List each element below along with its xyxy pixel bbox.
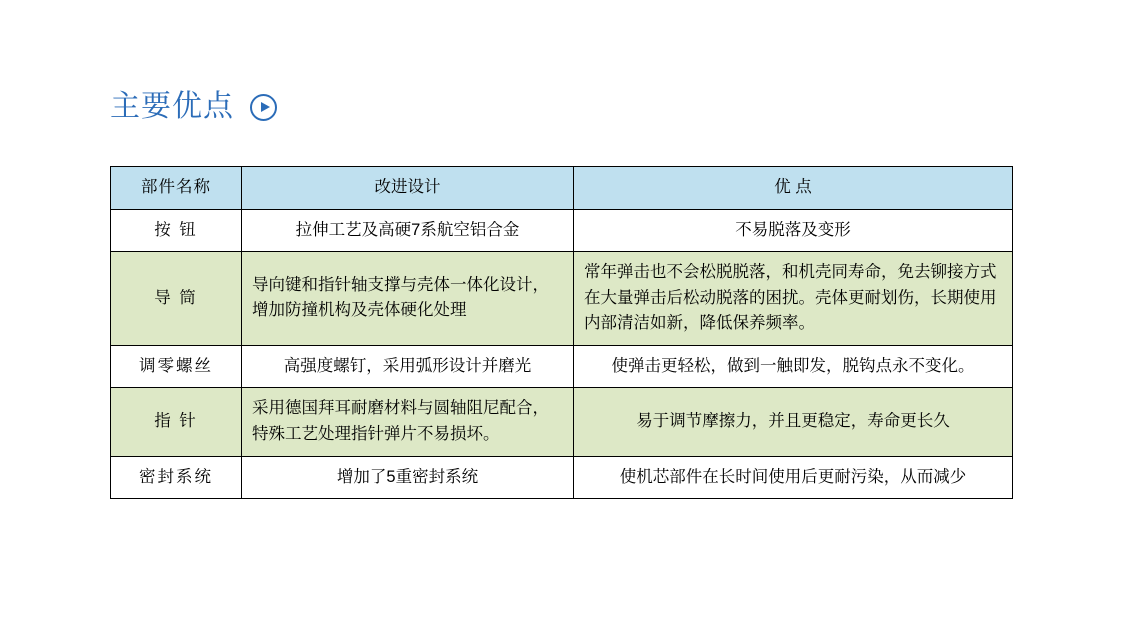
play-triangle-icon[interactable] bbox=[250, 94, 277, 121]
column-header-design: 改进设计 bbox=[242, 167, 574, 210]
play-triangle-shape bbox=[261, 102, 270, 112]
cell-part-name: 按 钮 bbox=[111, 209, 242, 252]
page-title bbox=[110, 92, 277, 122]
table-header-row bbox=[111, 167, 1013, 210]
cell-design: 导向键和指针轴支撑与壳体一体化设计，增加防撞机构及壳体硬化处理 bbox=[242, 252, 574, 346]
column-header-part-name: 部件名称 bbox=[111, 167, 242, 210]
cell-benefit: 使弹击更轻松，做到一触即发，脱钩点永不变化。 bbox=[574, 345, 1013, 388]
cell-design: 拉伸工艺及高硬7系航空铝合金 bbox=[242, 209, 574, 252]
cell-benefit: 常年弹击也不会松脱脱落，和机壳同寿命，免去铆接方式在大量弹击后松动脱落的困扰。壳体更耐划伤，长期使用内部清洁如新，降低保养频率。 bbox=[574, 252, 1013, 346]
table-row bbox=[111, 252, 1013, 346]
cell-design: 增加了5重密封系统 bbox=[242, 456, 574, 499]
column-header-benefit: 优 点 bbox=[574, 167, 1013, 210]
benefits-table bbox=[110, 166, 1013, 499]
table-row bbox=[111, 345, 1013, 388]
cell-benefit: 易于调节摩擦力，并且更稳定，寿命更长久 bbox=[574, 388, 1013, 456]
table-row bbox=[111, 388, 1013, 456]
cell-design: 采用德国拜耳耐磨材料与圆轴阻尼配合，特殊工艺处理指针弹片不易损坏。 bbox=[242, 388, 574, 456]
cell-benefit: 使机芯部件在长时间使用后更耐污染，从而减少 bbox=[574, 456, 1013, 499]
table-row bbox=[111, 209, 1013, 252]
cell-benefit: 不易脱落及变形 bbox=[574, 209, 1013, 252]
cell-design: 高强度螺钉，采用弧形设计并磨光 bbox=[242, 345, 574, 388]
cell-part-name: 导 筒 bbox=[111, 252, 242, 346]
cell-part-name: 调零螺丝 bbox=[111, 345, 242, 388]
table-body bbox=[111, 209, 1013, 499]
cell-part-name: 指 针 bbox=[111, 388, 242, 456]
table-header bbox=[111, 167, 1013, 210]
table-row bbox=[111, 456, 1013, 499]
cell-part-name: 密封系统 bbox=[111, 456, 242, 499]
page-title-text: 主要优点 bbox=[110, 90, 234, 123]
